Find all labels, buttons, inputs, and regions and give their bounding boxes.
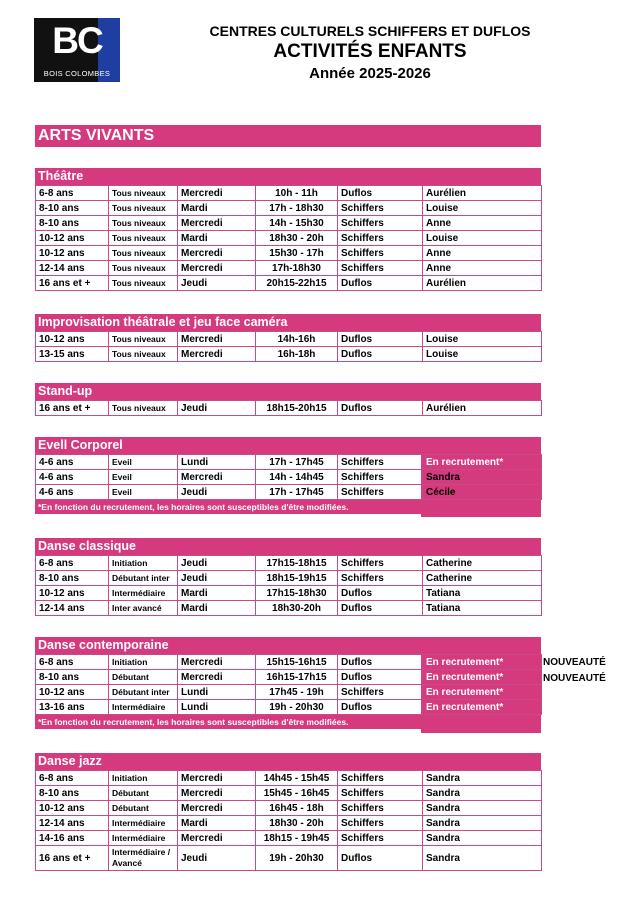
table-row [36, 831, 542, 846]
day-cell: Mercredi [178, 261, 256, 276]
time-cell: 14h-16h [256, 332, 338, 347]
day-cell: Mardi [178, 601, 256, 616]
day-cell: Mercredi [178, 186, 256, 201]
day-cell: Mardi [178, 231, 256, 246]
teacher-cell: Aurélien [423, 401, 542, 416]
age-cell: 12-14 ans [36, 261, 109, 276]
table-row [36, 246, 542, 261]
age-cell: 16 ans et + [36, 401, 109, 416]
time-cell: 18h15-20h15 [256, 401, 338, 416]
table-row [36, 201, 542, 216]
table-row [36, 786, 542, 801]
time-cell: 15h30 - 17h [256, 246, 338, 261]
location-cell: Schiffers [338, 571, 423, 586]
teacher-cell: Louise [423, 347, 542, 362]
time-cell: 15h15-16h15 [256, 655, 338, 670]
level-cell: Tous niveaux [109, 276, 178, 291]
age-cell: 10-12 ans [36, 801, 109, 816]
teacher-cell: Sandra [423, 801, 542, 816]
time-cell: 19h - 20h30 [256, 700, 338, 715]
time-cell: 17h - 17h45 [256, 485, 338, 500]
location-cell: Duflos [338, 670, 423, 685]
level-cell: Intermédiaire [109, 831, 178, 846]
teacher-cell: Sandra [423, 846, 542, 871]
teacher-cell: Aurélien [423, 276, 542, 291]
teacher-cell: Tatiana [423, 586, 542, 601]
level-cell: Tous niveaux [109, 216, 178, 231]
age-cell: 6-8 ans [36, 186, 109, 201]
day-cell: Mercredi [178, 670, 256, 685]
location-cell: Duflos [338, 700, 423, 715]
level-cell: Tous niveaux [109, 186, 178, 201]
time-cell: 18h30 - 20h [256, 231, 338, 246]
day-cell: Jeudi [178, 276, 256, 291]
age-cell: 4-6 ans [36, 470, 109, 485]
level-cell: Débutant inter [109, 571, 178, 586]
day-cell: Mardi [178, 816, 256, 831]
level-cell: Eveil [109, 470, 178, 485]
teacher-cell: Louise [423, 231, 542, 246]
age-cell: 6-8 ans [36, 771, 109, 786]
table-row [36, 801, 542, 816]
teacher-cell: Catherine [423, 556, 542, 571]
location-cell: Duflos [338, 332, 423, 347]
teacher-cell: Catherine [423, 571, 542, 586]
level-cell: Eveil [109, 485, 178, 500]
level-cell: Intermédiaire [109, 586, 178, 601]
table-row [36, 685, 542, 700]
table-row [36, 347, 542, 362]
time-cell: 18h30-20h [256, 601, 338, 616]
section-standup [35, 383, 541, 416]
teacher-cell: Sandra [423, 786, 542, 801]
level-cell: Intermédiaire [109, 700, 178, 715]
section-eveil-corporel [35, 437, 541, 514]
table-row [36, 586, 542, 601]
teacher-cell: Anne [423, 261, 542, 276]
age-cell: 8-10 ans [36, 201, 109, 216]
age-cell: 12-14 ans [36, 816, 109, 831]
location-cell: Schiffers [338, 485, 423, 500]
table-row [36, 216, 542, 231]
teacher-cell: En recrutement* [423, 685, 542, 700]
new-badge: NOUVEAUTÉ [543, 657, 606, 668]
level-cell: Tous niveaux [109, 261, 178, 276]
table-row [36, 485, 542, 500]
location-cell: Schiffers [338, 556, 423, 571]
logo-subtitle: BOIS COLOMBES [43, 69, 111, 78]
teacher-cell: Tatiana [423, 601, 542, 616]
time-cell: 15h45 - 16h45 [256, 786, 338, 801]
level-cell: Tous niveaux [109, 332, 178, 347]
section-theatre [35, 168, 541, 291]
teacher-cell: Aurélien [423, 186, 542, 201]
location-cell: Duflos [338, 276, 423, 291]
location-cell: Duflos [338, 586, 423, 601]
level-cell: Initiation [109, 771, 178, 786]
level-cell: Initiation [109, 556, 178, 571]
table-row [36, 571, 542, 586]
table-row [36, 846, 542, 871]
page-header [140, 22, 600, 84]
day-cell: Mercredi [178, 347, 256, 362]
age-cell: 10-12 ans [36, 231, 109, 246]
table-row [36, 261, 542, 276]
age-cell: 6-8 ans [36, 655, 109, 670]
teacher-cell: Sandra [423, 831, 542, 846]
time-cell: 18h15 - 19h45 [256, 831, 338, 846]
level-cell: Débutant [109, 670, 178, 685]
level-cell: Eveil [109, 455, 178, 470]
day-cell: Jeudi [178, 556, 256, 571]
age-cell: 16 ans et + [36, 276, 109, 291]
header-year: Année 2025-2026 [309, 65, 431, 82]
age-cell: 8-10 ans [36, 786, 109, 801]
teacher-cell: Sandra [423, 470, 542, 485]
teacher-cell: Anne [423, 216, 542, 231]
teacher-cell: Sandra [423, 771, 542, 786]
table-row [36, 470, 542, 485]
age-cell: 14-16 ans [36, 831, 109, 846]
teacher-cell: En recrutement* [423, 700, 542, 715]
time-cell: 18h15-19h15 [256, 571, 338, 586]
table-row [36, 816, 542, 831]
location-cell: Duflos [338, 186, 423, 201]
time-cell: 17h15-18h30 [256, 586, 338, 601]
location-cell: Schiffers [338, 816, 423, 831]
header-organization: CENTRES CULTURELS SCHIFFERS ET DUFLOS [209, 23, 531, 39]
teacher-cell: Anne [423, 246, 542, 261]
level-cell: Tous niveaux [109, 231, 178, 246]
time-cell: 18h30 - 20h [256, 816, 338, 831]
main-section-title: ARTS VIVANTS [35, 125, 541, 147]
day-cell: Jeudi [178, 401, 256, 416]
level-cell: Intermédiaire [109, 816, 178, 831]
day-cell: Mardi [178, 586, 256, 601]
day-cell: Mercredi [178, 831, 256, 846]
teacher-cell: Sandra [423, 816, 542, 831]
location-cell: Schiffers [338, 801, 423, 816]
schedule-table [35, 185, 542, 291]
location-cell: Schiffers [338, 771, 423, 786]
age-cell: 10-12 ans [36, 246, 109, 261]
new-badge: NOUVEAUTÉ [543, 673, 606, 684]
section-title: Stand-up [35, 383, 541, 400]
schedule-table [35, 770, 542, 871]
table-row [36, 670, 542, 685]
time-cell: 17h - 18h30 [256, 201, 338, 216]
table-row [36, 655, 542, 670]
section-danse-contemporaine [35, 637, 541, 729]
schedule-table [35, 555, 542, 616]
section-danse-jazz [35, 753, 541, 871]
age-cell: 4-6 ans [36, 485, 109, 500]
section-title: Théâtre [35, 168, 541, 185]
recruitment-note: *En fonction du recrutement, les horaires sont susceptibles d'être modifiées. [35, 715, 541, 729]
table-row [36, 231, 542, 246]
location-cell: Duflos [338, 401, 423, 416]
age-cell: 16 ans et + [36, 846, 109, 871]
time-cell: 17h45 - 19h [256, 685, 338, 700]
table-row [36, 401, 542, 416]
location-cell: Schiffers [338, 246, 423, 261]
section-title: Danse jazz [35, 753, 541, 770]
logo-initials: BC [52, 20, 102, 61]
time-cell: 17h15-18h15 [256, 556, 338, 571]
day-cell: Mercredi [178, 786, 256, 801]
day-cell: Mercredi [178, 771, 256, 786]
teacher-cell: Louise [423, 201, 542, 216]
day-cell: Lundi [178, 700, 256, 715]
table-row [36, 700, 542, 715]
section-title: Danse contemporaine [35, 637, 541, 654]
schedule-table [35, 454, 542, 500]
day-cell: Mercredi [178, 470, 256, 485]
day-cell: Mercredi [178, 216, 256, 231]
day-cell: Mercredi [178, 332, 256, 347]
level-cell: Débutant inter [109, 685, 178, 700]
location-cell: Schiffers [338, 455, 423, 470]
level-cell: Intermédiaire / Avancé [109, 846, 178, 871]
age-cell: 8-10 ans [36, 571, 109, 586]
location-cell: Schiffers [338, 470, 423, 485]
time-cell: 16h-18h [256, 347, 338, 362]
table-row [36, 771, 542, 786]
teacher-cell: En recrutement* [423, 670, 542, 685]
time-cell: 16h15-17h15 [256, 670, 338, 685]
level-cell: Débutant [109, 786, 178, 801]
table-row [36, 186, 542, 201]
section-title: Evell Corporel [35, 437, 541, 454]
time-cell: 19h - 20h30 [256, 846, 338, 871]
level-cell: Initiation [109, 655, 178, 670]
table-row [36, 601, 542, 616]
day-cell: Mardi [178, 201, 256, 216]
section-danse-classique [35, 538, 541, 616]
time-cell: 17h-18h30 [256, 261, 338, 276]
section-title: Danse classique [35, 538, 541, 555]
location-cell: Schiffers [338, 831, 423, 846]
location-cell: Duflos [338, 347, 423, 362]
age-cell: 6-8 ans [36, 556, 109, 571]
page-title: ACTIVITÉS ENFANTS [273, 41, 467, 62]
age-cell: 4-6 ans [36, 455, 109, 470]
time-cell: 20h15-22h15 [256, 276, 338, 291]
time-cell: 14h - 15h30 [256, 216, 338, 231]
day-cell: Jeudi [178, 571, 256, 586]
day-cell: Mercredi [178, 801, 256, 816]
level-cell: Tous niveaux [109, 401, 178, 416]
teacher-cell: En recrutement* [423, 455, 542, 470]
age-cell: 12-14 ans [36, 601, 109, 616]
age-cell: 13-15 ans [36, 347, 109, 362]
schedule-table [35, 331, 542, 362]
location-cell: Duflos [338, 655, 423, 670]
age-cell: 8-10 ans [36, 216, 109, 231]
level-cell: Tous niveaux [109, 201, 178, 216]
day-cell: Mercredi [178, 655, 256, 670]
time-cell: 16h45 - 18h [256, 801, 338, 816]
location-cell: Schiffers [338, 231, 423, 246]
teacher-cell: Cécile [423, 485, 542, 500]
level-cell: Tous niveaux [109, 347, 178, 362]
age-cell: 10-12 ans [36, 586, 109, 601]
table-row [36, 276, 542, 291]
table-row [36, 332, 542, 347]
day-cell: Jeudi [178, 846, 256, 871]
schedule-table [35, 654, 542, 715]
age-cell: 10-12 ans [36, 685, 109, 700]
day-cell: Lundi [178, 685, 256, 700]
schedule-table [35, 400, 542, 416]
location-cell: Schiffers [338, 685, 423, 700]
location-cell: Duflos [338, 601, 423, 616]
section-title: Improvisation théâtrale et jeu face caméra [35, 314, 541, 331]
age-cell: 8-10 ans [36, 670, 109, 685]
location-cell: Schiffers [338, 261, 423, 276]
day-cell: Jeudi [178, 485, 256, 500]
recruitment-note: *En fonction du recrutement, les horaires sont susceptibles d'être modifiées. [35, 500, 541, 514]
age-cell: 10-12 ans [36, 332, 109, 347]
teacher-cell: Louise [423, 332, 542, 347]
location-cell: Schiffers [338, 216, 423, 231]
time-cell: 10h - 11h [256, 186, 338, 201]
table-row [36, 556, 542, 571]
location-cell: Schiffers [338, 786, 423, 801]
age-cell: 13-16 ans [36, 700, 109, 715]
teacher-cell: En recrutement* [423, 655, 542, 670]
section-improvisation [35, 314, 541, 362]
time-cell: 14h45 - 15h45 [256, 771, 338, 786]
location-cell: Duflos [338, 846, 423, 871]
table-row [36, 455, 542, 470]
time-cell: 14h - 14h45 [256, 470, 338, 485]
bois-colombes-logo [34, 18, 120, 82]
day-cell: Lundi [178, 455, 256, 470]
level-cell: Débutant [109, 801, 178, 816]
time-cell: 17h - 17h45 [256, 455, 338, 470]
level-cell: Inter avancé [109, 601, 178, 616]
day-cell: Mercredi [178, 246, 256, 261]
level-cell: Tous niveaux [109, 246, 178, 261]
location-cell: Schiffers [338, 201, 423, 216]
